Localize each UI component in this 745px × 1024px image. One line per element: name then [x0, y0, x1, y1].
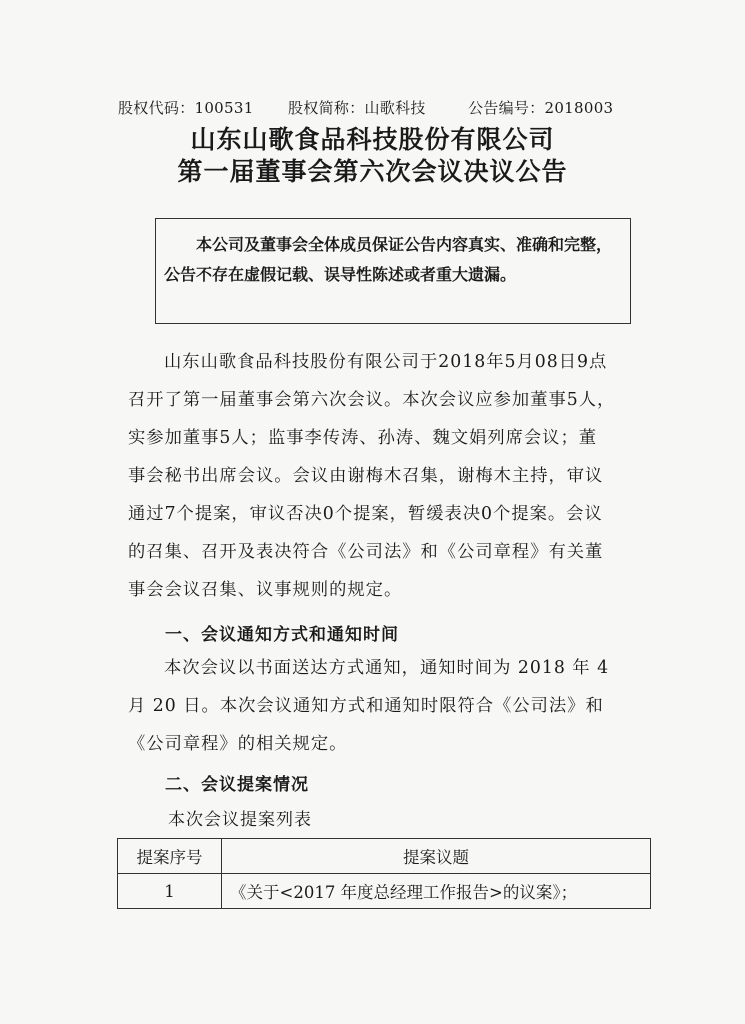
- announcement-title: 第一届董事会第六次会议决议公告: [177, 157, 568, 186]
- paragraph-line: 的召集、召开及表决符合《公司法》和《公司章程》有关董: [128, 542, 604, 562]
- paragraph-line: 通过7个提案，审议否决0个提案，暂缓表决0个提案。会议: [128, 504, 603, 524]
- paragraph-line: 《公司章程》的相关规定。: [128, 734, 348, 754]
- notice-paragraph: [128, 649, 628, 763]
- intro-paragraph: [128, 343, 628, 609]
- paragraph-line: 月 20 日。本次会议通知方式和通知时限符合《公司法》和: [128, 696, 604, 716]
- paragraph-line: 实参加董事5人；监事李传涛、孙涛、魏文娟列席会议；董: [128, 428, 598, 448]
- announcement-meta: [118, 97, 638, 118]
- company-title: 山东山歌食品科技股份有限公司: [190, 125, 555, 154]
- table-header-row: [118, 839, 651, 874]
- paragraph-line: 本次会议以书面送达方式通知，通知时间为 2018 年 4: [164, 658, 610, 678]
- paragraph-line: 山东山歌食品科技股份有限公司于2018年5月08日9点: [164, 352, 608, 372]
- column-header-topic: 提案议题: [222, 839, 651, 874]
- statement-line: 本公司及董事会全体成员保证公告内容真实、准确和完整，: [196, 235, 613, 254]
- stock-code: 股权代码：100531: [118, 99, 254, 117]
- section-heading-notice: 一、会议通知方式和通知时间: [165, 625, 399, 645]
- table-row: [118, 874, 651, 909]
- column-header-number: 提案序号: [118, 839, 222, 874]
- notice-number: 公告编号：2018003: [468, 99, 614, 117]
- paragraph-line: 事会会议召集、议事规则的规定。: [128, 580, 403, 600]
- proposals-table: [117, 838, 651, 909]
- proposal-number-cell: 1: [118, 874, 222, 909]
- paragraph-line: 召开了第一届董事会第六次会议。本次会议应参加董事5人，: [128, 390, 616, 410]
- proposal-topic-cell: 《关于<2017 年度总经理工作报告>的议案》；: [222, 874, 651, 909]
- guarantee-statement-box: [155, 218, 631, 324]
- table-caption: 本次会议提案列表: [168, 810, 312, 830]
- section-heading-proposals: 二、会议提案情况: [165, 775, 309, 795]
- paragraph-line: 事会秘书出席会议。会议由谢梅木召集，谢梅木主持，审议: [128, 466, 604, 486]
- statement-line: 公告不存在虚假记载、误导性陈述或者重大遗漏。: [164, 265, 517, 284]
- stock-abbreviation: 股权简称：山歌科技: [288, 99, 426, 117]
